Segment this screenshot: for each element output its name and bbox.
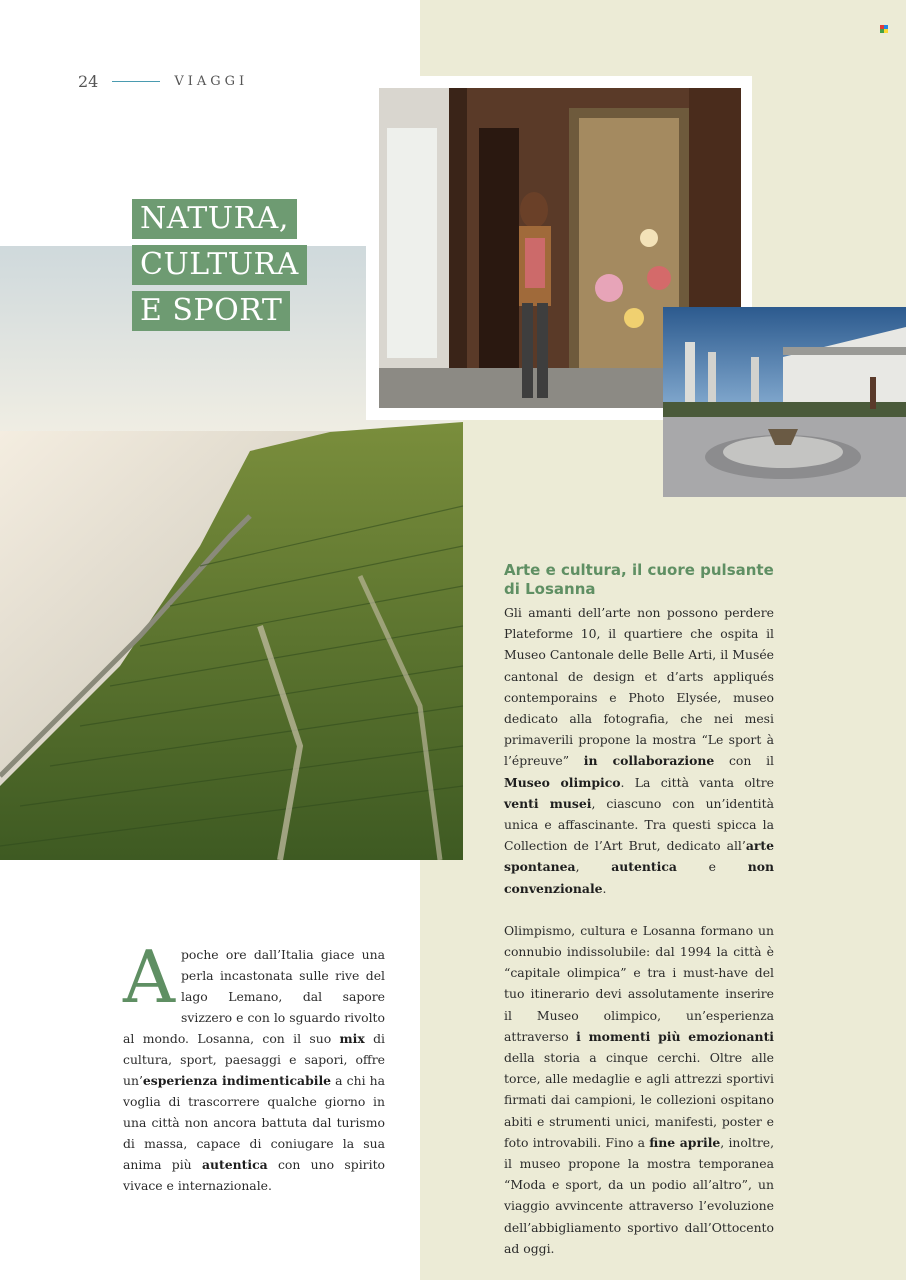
intro-text: a chi ha voglia di trascorrere qualche giorno in una città non ancora battuta dal turismo di massa, capace di coniugare la sua anima più bbox=[123, 1073, 386, 1172]
p2-bold: fine aprile bbox=[649, 1134, 721, 1150]
p1-bold: non convenzionale bbox=[504, 859, 774, 896]
p1-text: con il bbox=[714, 753, 774, 769]
page-number: 24 bbox=[78, 71, 99, 91]
drop-cap: A bbox=[123, 935, 175, 1019]
intro-paragraph bbox=[123, 935, 386, 1196]
intro-text: con uno spirito vivace e internazionale. bbox=[123, 1157, 386, 1193]
intro-bold: esperienza indimenticabile bbox=[142, 1073, 332, 1088]
title-line-cultura: CULTURA bbox=[132, 245, 307, 285]
section-label: VIAGGI bbox=[174, 73, 249, 89]
p1-text: . La città vanta oltre bbox=[620, 774, 774, 790]
intro-bold: autentica bbox=[202, 1157, 268, 1172]
article-paragraph-2 bbox=[504, 920, 774, 1259]
header-rule bbox=[112, 81, 160, 82]
article-heading: Arte e cultura, il cuore pulsante di Losanna bbox=[504, 561, 774, 598]
p1-text: e bbox=[676, 859, 748, 875]
title-line-sport: E SPORT bbox=[132, 291, 290, 331]
p2-text: , inoltre, il museo propone la mostra temporanea “Moda e sport, da un podio all’altro”, un viaggio avvincente attraverso l’evoluzione dell’abbigliamento sportivo dall’Ottocento ad oggi. bbox=[504, 1134, 775, 1256]
intro-text: poche ore dall’Italia giace una perla incastonata sulle rive del lago Lemano, dal sapore svizzero e con lo sguardo rivolto al mondo. Losanna, con il suo bbox=[123, 947, 385, 1046]
olympic-museum-photo bbox=[663, 307, 906, 497]
article-paragraph-1 bbox=[504, 602, 774, 899]
p2-text: della storia a cinque cerchi. Oltre alle torce, alle medaglie e agli attrezzi sportivi firmati dai campioni, le collezioni ospitano abiti e strumenti unici, manifesti, poster e foto introvabili. Fino a bbox=[504, 1050, 774, 1150]
page-header bbox=[78, 70, 248, 92]
p1-text: . bbox=[602, 880, 607, 896]
p1-bold: autentica bbox=[611, 859, 677, 875]
p2-text: Olimpismo, cultura e Losanna formano un connubio indissolubile: dal 1994 la città è “capitale olimpica” e tra i must-have del tuo itinerario devi assolutamente inserire il Museo olimpico, un’esperienza attraverso bbox=[504, 922, 774, 1044]
intro-text: di cultura, sport, paesaggi e sapori, offre un’ bbox=[123, 1031, 385, 1088]
p2-bold: i momenti più emozionanti bbox=[576, 1028, 774, 1044]
title-line-natura: NATURA, bbox=[132, 199, 297, 239]
p1-text: , bbox=[575, 859, 612, 875]
p1-text: , ciascuno con un’identità unica e affascinante. Tra questi spicca la Collection de l’Art Brut, dedicato all’ bbox=[504, 795, 774, 854]
color-registration-mark-icon bbox=[880, 25, 888, 33]
p1-bold: Museo olimpico bbox=[504, 774, 621, 790]
p1-bold: in collaborazione bbox=[583, 753, 715, 769]
p1-text: Gli amanti dell’arte non possono perdere Plateforme 10, il quartiere che ospita il Museo Cantonale delle Belle Arti, il Musée cantonal de design et d’arts appliqués contemporains e Photo Elysée, museo dedicato alla fotografia, che nei mesi primaverili propone la mostra “Le sport à l’épreuve” bbox=[504, 605, 774, 769]
p1-bold: venti musei bbox=[504, 795, 592, 811]
intro-bold: mix bbox=[339, 1031, 365, 1046]
article-body bbox=[504, 561, 774, 1259]
p1-bold: arte spontanea bbox=[504, 838, 774, 875]
